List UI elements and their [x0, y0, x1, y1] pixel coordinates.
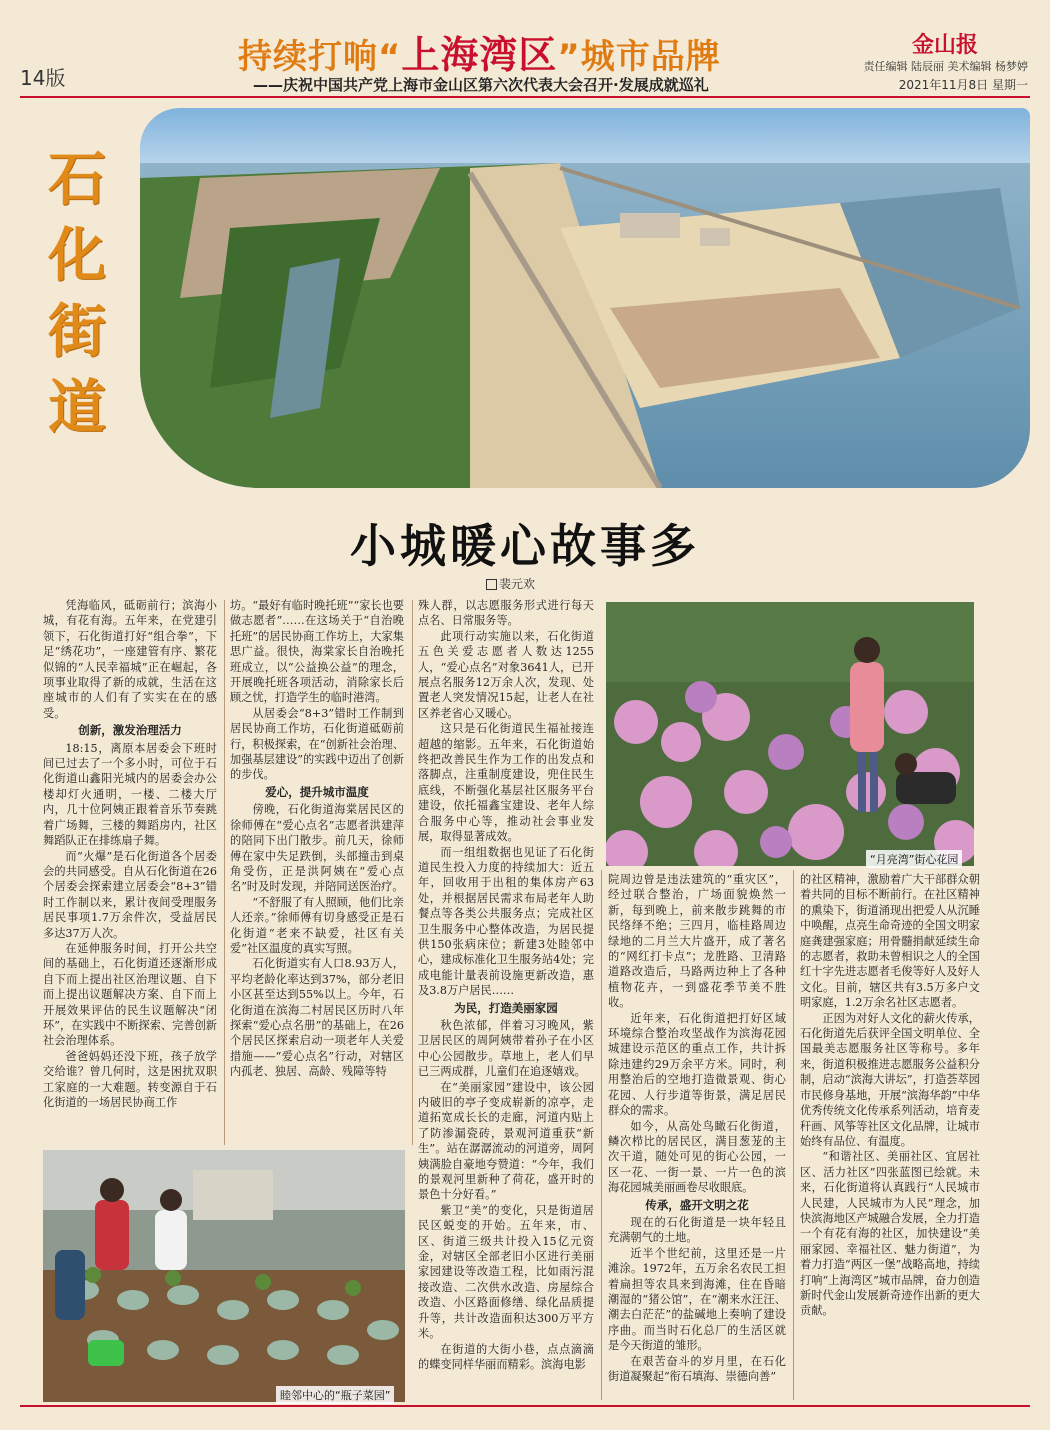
section-heading: 传承，盛开文明之花	[645, 1197, 749, 1212]
flower-photo-caption: “月亮湾”街心花园	[866, 850, 962, 868]
dateline: 2021年11月8日 星期一	[898, 78, 1028, 92]
paragraph: 而一组组数据也见证了石化街道民生投入力度的持续加大：近五年，回收用于出租的集体房产63处，并根据居民需求布局老年人助餐点等各类公共服务点；完成社区卫生服务中心整体改造，为居民提供150张病床位；新建3处睦邻中心，建成标准化卫生服务站4处；完成电能计量表前设施更新改造，惠及3.8万户居民……	[418, 845, 594, 998]
article-column-2	[230, 598, 404, 1080]
section-title	[238, 24, 721, 79]
paragraph: 这只是石化街道民生福祉接连超越的缩影。五年来，石化街道始终把改善民生作为工作的出发点和落脚点，注重制度建设，兜住民生底线，不断强化基层社区服务平台建设，依托福鑫宝建设、老年人综合服务中心等，推动社会事业发展，取得显著成效。	[418, 722, 594, 844]
header-rule	[20, 96, 1030, 98]
byline	[486, 575, 535, 592]
bottle-garden-photo	[43, 1150, 405, 1402]
section-title-pre: 持续打响“	[238, 37, 402, 77]
section-subtitle: ——庆祝中国共产党上海市金山区第六次代表大会召开·发展成就巡礼	[253, 76, 709, 94]
paragraph: 在“美丽家园”建设中，该公园内破旧的亭子变成崭新的凉亭，走道拓宽成长长的走廊，河道内贴上了防渗漏瓷砖，景观河道重获“新生”。站在潺潺流动的河道旁，周阿姨满脸自豪地夸赞道：“今年，我们的景观河里新种了荷花，盛开时的景色十分好看。”	[418, 1080, 594, 1202]
section-heading: 为民，打造美丽家园	[454, 1000, 558, 1015]
section-title-highlight: 上海湾区	[401, 33, 558, 77]
article-column-3	[418, 598, 594, 1372]
column-rule	[601, 870, 602, 1400]
paragraph: 秋色浓郁，伴着习习晚风，紫卫居民区的周阿姨带着孙子在小区中心公园散步。草地上，老人们早已三两成群，儿童们在追逐嬉戏。	[418, 1018, 594, 1079]
column-title	[42, 145, 112, 441]
article-column-4	[608, 872, 786, 1384]
article-column-5	[800, 872, 980, 1319]
paragraph: 石化街道实有人口8.93万人，平均老龄化率达到37%，部分老旧小区甚至达到55%以上。今年，石化街道在滨海二村居民区历时八年探索“爱心点名册”的基础上，在26个居民区探索启动一项老年人关爱措施——“爱心点名”行动，对辖区内孤老、独居、高龄、残障等特	[230, 957, 404, 1079]
column-rule	[412, 600, 413, 1145]
byline-author: 裴元欢	[499, 577, 536, 591]
paragraph: 如今，从高处鸟瞰石化街道，鳞次栉比的居民区，满目葱茏的主次干道，随处可见的街心公园，一区一花、一街一景、一片一色的滨海花园城美丽画卷尽收眼底。	[608, 1119, 786, 1195]
paragraph: 而“火爆”是石化街道各个居委会的共同感受。自从石化街道在26个居委会探索建立居委会“8+3”错时工作制以来，累计夜间受理服务居民事项1.7万余件次，受益居民多达37万人次。	[43, 849, 217, 940]
paragraph: 在街道的大街小巷，点点滴滴的蝶变同样华丽而精彩。滨海电影	[418, 1342, 594, 1371]
byline-box-icon	[486, 579, 497, 590]
column-title-char: 道	[47, 373, 106, 441]
paragraph: 凭海临风，砥砺前行；滨海小城，有花有海。五年来，在党建引领下，石化街道打好“组合拳”，下足“绣花功”，一座建管有序、繁花似锦的“人民幸福城”正在崛起，各项事业取得了新的成就，生活在这座城市的人们有了实实在在的感受。	[43, 599, 217, 720]
column-title-char: 石	[47, 145, 106, 213]
editors-line: 责任编辑 陆辰丽 美术编辑 杨梦婷	[863, 60, 1028, 73]
paragraph: 爸爸妈妈还没下班，孩子放学交给谁？曾几何时，这是困扰双职工家庭的一大难题。转变源自于石化街道的一场居民协商工作	[43, 1049, 217, 1109]
masthead-logo: 金山报	[912, 32, 979, 58]
section-heading: 创新，激发治理活力	[78, 723, 182, 738]
garden-photo-caption: 睦邻中心的“瓶子菜园”	[276, 1386, 394, 1404]
paragraph: 傍晚，石化街道海棠居民区的徐师傅在“爱心点名”志愿者洪建萍的陪同下出门散步。前几天，徐师傅在家中失足跌倒，头部撞击到桌角受伤，正是洪阿姨在“爱心点名”时及时发现，并陪同送医治疗。	[230, 803, 404, 894]
paragraph: 坊。“最好有临时晚托班”“家长也要做志愿者”……在这场关于“自治晚托班”的居民协商工作坊上，大家集思广益。很快，海棠家长自治晚托班成立，以“公益换公益”的理念，开展晚托班各项活动，消除家长后顾之忧，打造学生的临时港湾。	[230, 599, 404, 705]
paragraph: 在延伸服务时间，打开公共空间的基础上，石化街道还逐渐形成自下而上提出社区治理议题、自下而上提出议题解决方案、自下而上开展效果评估的民生议题解决“闭环”，在实践中不断探索、完善创新社会治理体系。	[43, 941, 217, 1048]
bottom-rule	[20, 1405, 1030, 1407]
paragraph: 现在的石化街道是一块年轻且充满朝气的土地。	[608, 1215, 786, 1245]
paragraph: 18:15，离原本居委会下班时间已过去了一个多小时，可位于石化街道山鑫阳光城内的居委会办公楼却灯火通明，一楼、二楼大厅内，几十位阿姨正跟着音乐节奏跳着广场舞，三楼的舞蹈房内，社区舞蹈队正在排练扇子舞。	[43, 741, 217, 848]
headline: 小城暖心故事多	[350, 519, 700, 573]
paragraph: 在艰苦奋斗的岁月里，在石化街道凝聚起“衔石填海、崇德向善”	[608, 1354, 786, 1383]
column-rule	[224, 600, 225, 1145]
paragraph: 从居委会“8+3”错时工作制到居民协商工作坊，石化街道砥砺前行，积极探索，在“创新社会治理、加强基层建设”的实践中迈出了创新的步伐。	[230, 706, 404, 782]
paragraph: 近年来，石化街道把打好区域环境综合整治攻坚战作为滨海花园城建设示范区的重点工作，共计拆除违建约29万余平方米。同时，利用整治后的空地打造微景观、街心花园、人行步道等街景，满足居民群众的需求。	[608, 1011, 786, 1118]
paragraph: “不舒服了有人照顾，他们比亲人还亲。”徐师傅有切身感受正是石化街道“老来不缺爱，社区有关爱”社区温度的真实写照。	[230, 895, 404, 955]
paragraph: “和谐社区、美丽社区、宜居社区、活力社区”四张蓝图已绘就。未来，石化街道将认真践行“人民城市人民建，人民城市为人民”理念，加快滨海地区产城融合发展，全力打造一个有花有海的社区，加快建设“美丽家园、幸福社区、魅力街道”，为着力打造“两区一堡”战略高地，持续打响“上海湾区”城市品牌，奋力创造新时代金山发展新奇迹作出新的更大贡献。	[800, 1150, 980, 1318]
paragraph: 院周边曾是违法建筑的“重灾区”，经过联合整治，广场面貌焕然一新，每到晚上，前来散步跳舞的市民络绎不绝；三四月，临桂路周边绿地的二月兰大片盛开，成了著名的“网红打卡点”；龙胜路、卫清路道路改造后，马路两边种上了各种植物花卉，一到盛花季节美不胜收。	[608, 873, 786, 1010]
paragraph: 紫卫“美”的变化，只是街道居民区蜕变的开始。五年来，市、区、街道三级共计投入15亿元资金，对辖区全部老旧小区进行美丽家园建设等改造工程，比如雨污混接改造、二次供水改造、房屋综合改造、小区路面修缮、绿化品质提升等，共计改造面积达300万平方米。	[418, 1203, 594, 1341]
paragraph: 正因为对好人文化的薪火传承，石化街道先后获评全国文明单位、全国最美志愿服务社区等称号。多年来，街道积极推进志愿服务公益积分制，启动“滨海大讲坛”，打造荟萃园市民修身基地，开展“滨海华韵”中华优秀传统文化传承系列活动，培育麦秆画、风筝等社区文化品牌，让城市始终有品位、有温度。	[800, 1011, 980, 1148]
section-heading: 爱心，提升城市温度	[265, 784, 369, 799]
page-number: 14版	[20, 66, 66, 90]
paragraph: 的社区精神，激励着广大干部群众朝着共同的目标不断前行。在社区精神的熏染下，街道涌现出把爱人从沉睡中唤醒，点亮生命奇迹的全国文明家庭龚建强家庭；用骨髓捐献延续生命的志愿者，救助未曾相识之人的全国红十字先进志愿者毛俊等好人及好人文化。目前，辖区共有3.5万多户文明家庭，1.2万余名社区志愿者。	[800, 873, 980, 1010]
section-title-post: ”城市品牌	[557, 37, 721, 77]
column-rule	[793, 870, 794, 1400]
article-column-1	[43, 598, 217, 1110]
aerial-photo	[140, 108, 1030, 488]
column-title-char: 街	[47, 297, 106, 365]
flower-garden-photo	[606, 602, 974, 866]
column-title-char: 化	[47, 221, 106, 289]
paragraph: 殊人群，以志愿服务形式进行每天点名、日常服务等。	[418, 599, 594, 628]
paragraph: 此项行动实施以来，石化街道五色关爱志愿者人数达1255人，“爱心点名”对象3641人，已开展点名服务12万余人次，发现、处置老人突发情况15起，让老人在社区养老省心又暖心。	[418, 629, 594, 720]
paragraph: 近半个世纪前，这里还是一片滩涂。1972年，五万余名农民工担着扁担等农具来到海滩，住在昏暗潮湿的“猪公馆”，在“潮来水汪汪、潮去白茫茫”的盐碱地上奏响了建设序曲。而当时石化总厂的生活区就是今天街道的雏形。	[608, 1246, 786, 1353]
